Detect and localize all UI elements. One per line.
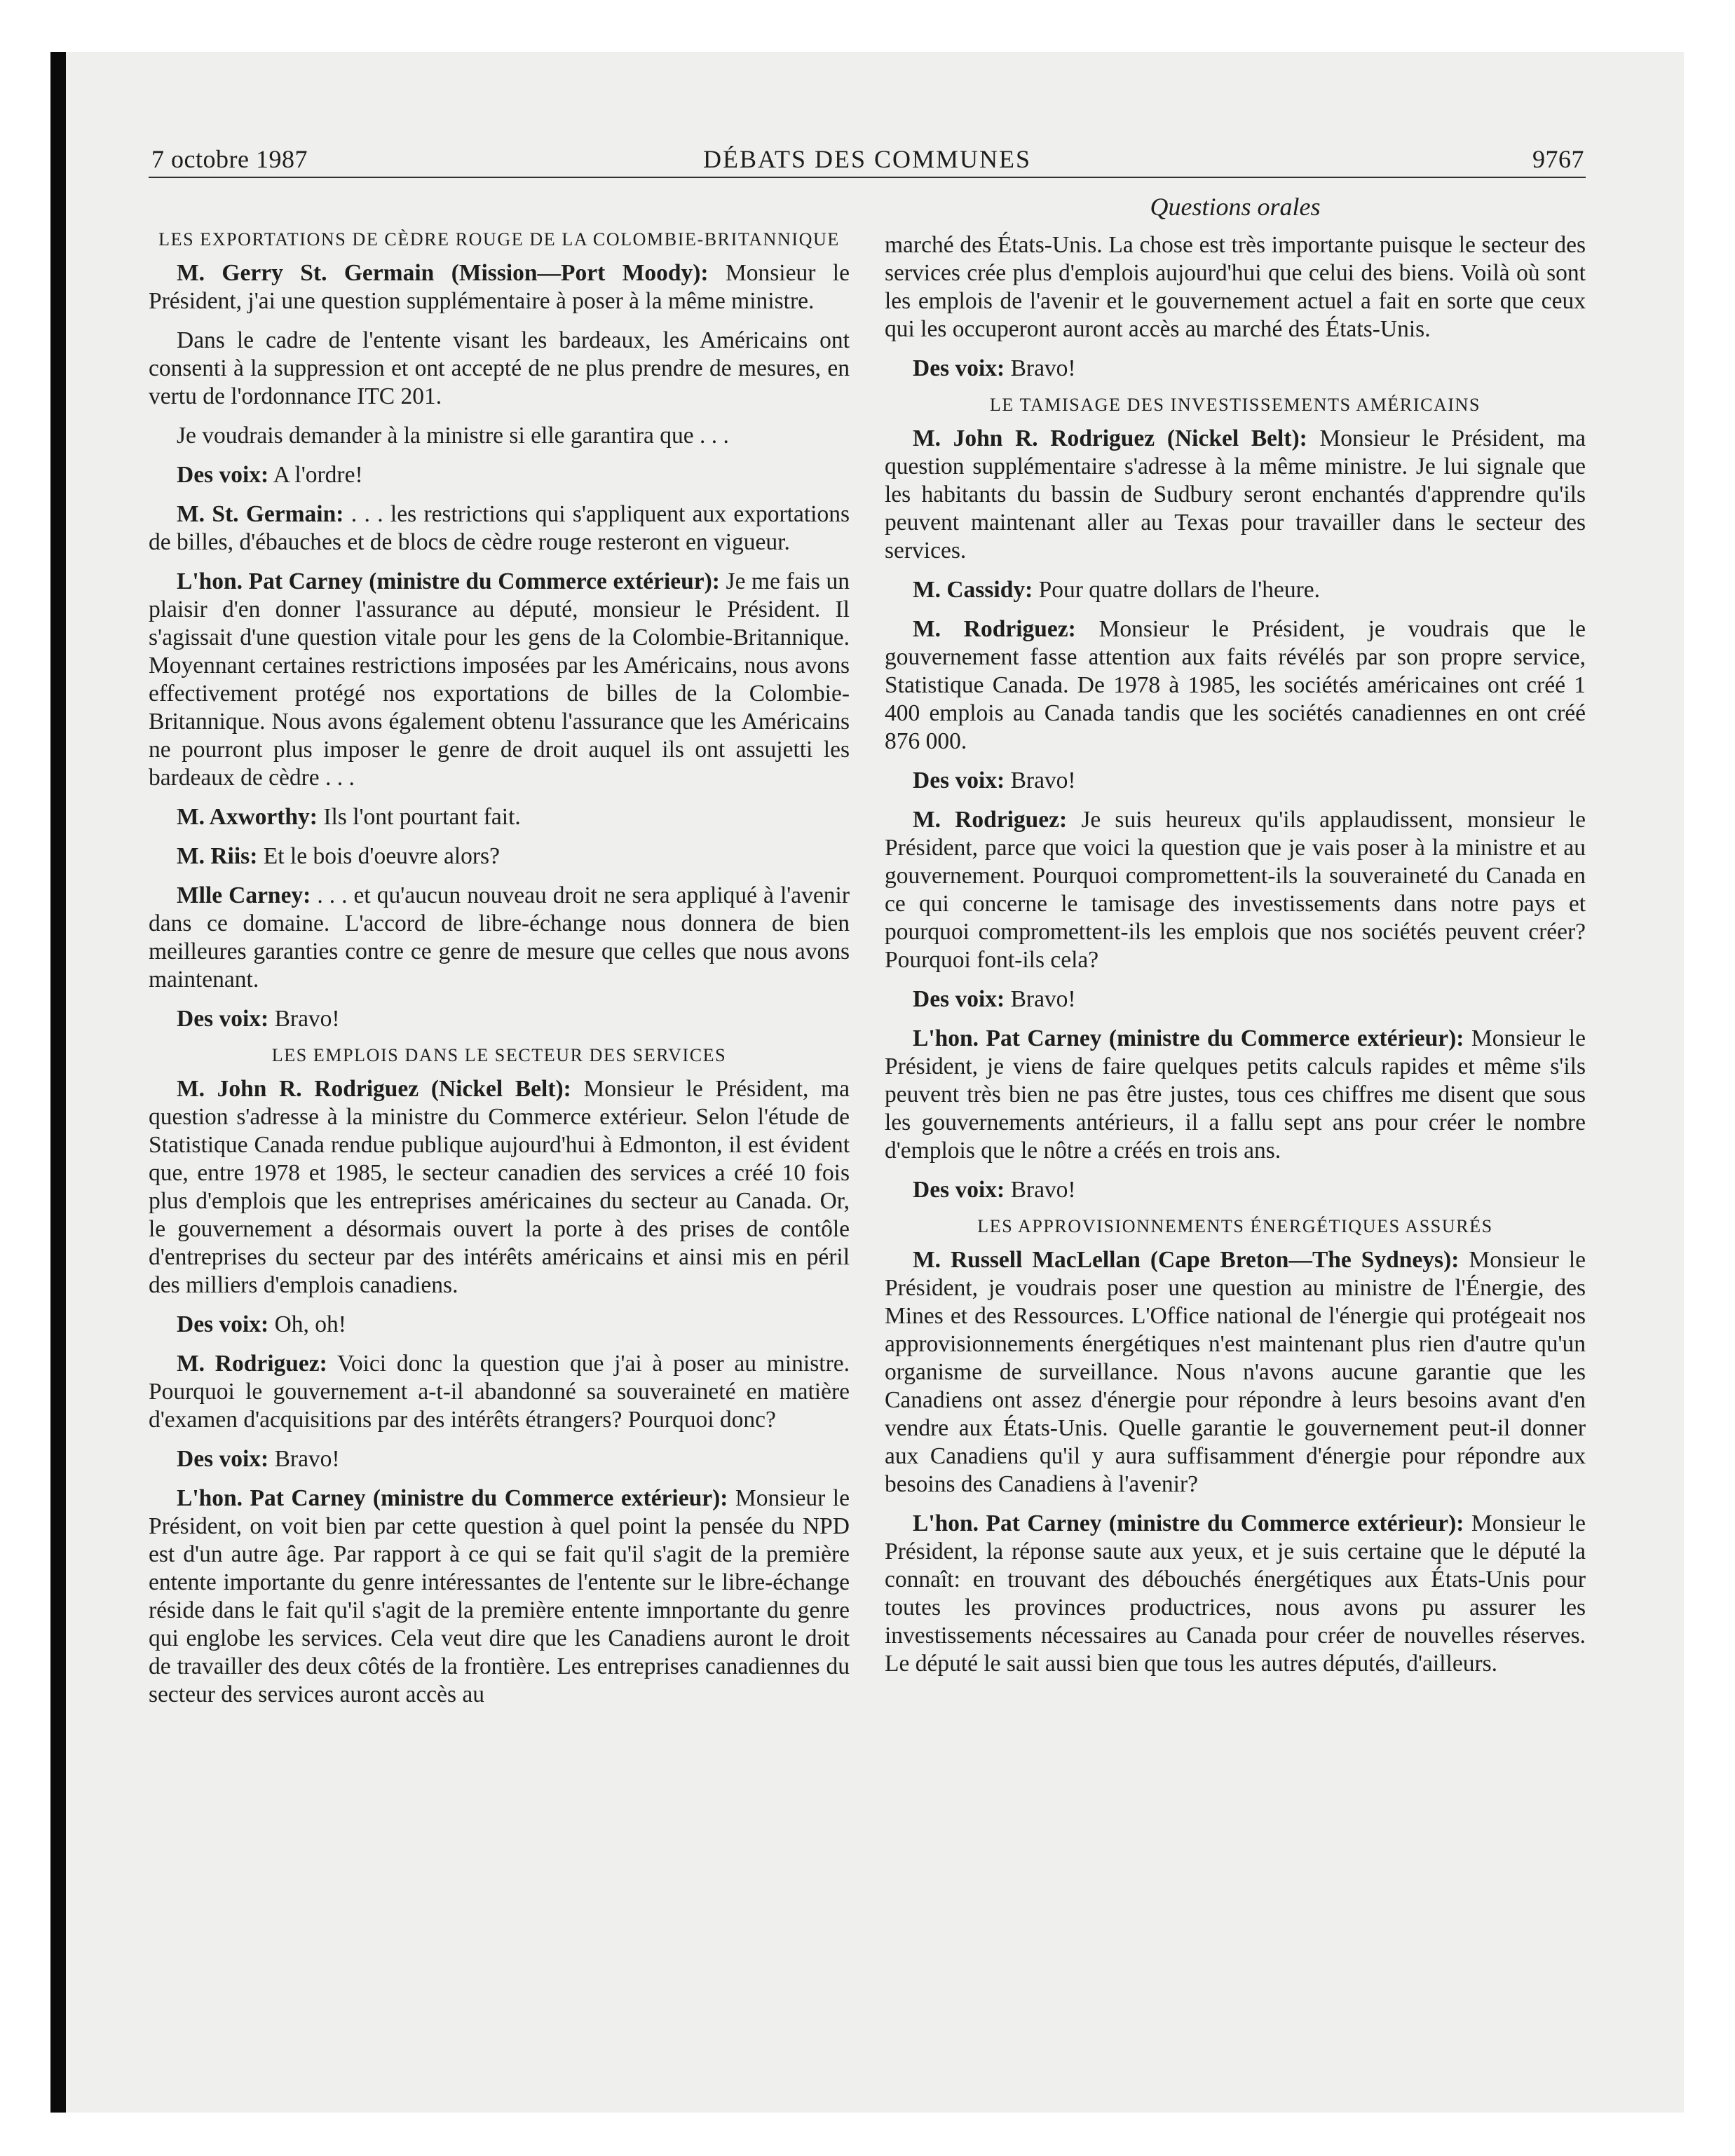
speaker-name: M. Rodriguez: [913, 807, 1068, 833]
speech-paragraph [149, 1445, 850, 1473]
scan-edge-shadow [50, 52, 66, 2113]
speech-paragraph [149, 500, 850, 557]
speech-text: Je voudrais demander à la ministre si elle garantira que . . . [177, 423, 729, 449]
speaker-name: L'hon. Pat Carney (ministre du Commerce extérieur): [177, 1485, 728, 1511]
section-heading: LES EXPORTATIONS DE CÈDRE ROUGE DE LA COLOMBIE-BRITANNIQUE [158, 229, 840, 250]
section-kicker: Questions orales [1150, 193, 1321, 221]
speech-paragraph [885, 1025, 1586, 1165]
header-rule [149, 177, 1586, 178]
speech-paragraph [885, 1510, 1586, 1678]
speech-text: Monsieur le Président, on voit bien par cette question à quel point la pensée du NPD est d'un autre âge. Par rapport à ce qui se fait qu'il s'agit de la première entente importante du genre intéressantes de l'entente sur le libre-échange réside dans le fait qu'il s'agit de la première entente imnportante du genre qui englobe les services. Cela veut dire que les Canadiens auront le droit de travailler des deux côtés de la frontière. Les entreprises canadiennes du secteur des services auront accès au [149, 1485, 850, 1707]
speaker-name: Des voix: [177, 1311, 269, 1337]
speaker-name: L'hon. Pat Carney (ministre du Commerce extérieur): [913, 1510, 1464, 1536]
speech-paragraph [149, 568, 850, 792]
speech-paragraph [885, 767, 1586, 795]
speaker-name: Des voix: [913, 1177, 1005, 1203]
speech-text: Bravo! [268, 1446, 340, 1472]
speech-text: Monsieur le Président, la réponse saute aux yeux, et je suis certaine que le député la connaît: en trouvant des débouchés énergétiques aux États-Unis pour toutes les provinces productrices, nous avons pu assurer les investissements nécessaires au Canada pour créer de nouvelles réserves. Le député le sait aussi bien que tous les autres députés, d'ailleurs. [885, 1510, 1586, 1677]
speech-paragraph [149, 842, 850, 871]
section-heading: LE TAMISAGE DES INVESTISSEMENTS AMÉRICAINS [989, 395, 1481, 415]
speech-text: Monsieur le Président, j'ai une question supplémentaire à poser à la même ministre. [149, 260, 850, 314]
speaker-name: L'hon. Pat Carney (ministre du Commerce extérieur): [913, 1025, 1464, 1051]
speaker-name: Des voix: [913, 767, 1005, 793]
speaker-name: Des voix: [177, 1006, 269, 1032]
speech-paragraph [885, 1246, 1586, 1499]
speech-paragraph [149, 1350, 850, 1434]
speech-paragraph [149, 882, 850, 994]
speech-paragraph [149, 259, 850, 315]
speech-paragraph [149, 1485, 850, 1709]
speech-text: Je suis heureux qu'ils applaudissent, monsieur le Président, parce que voici la question que je vais poser à la ministre et au gouvernement. Pourquoi compromettent-ils la souveraineté du Canada en ce qui concerne le tamisage des investissements dans notre pays et pourquoi compromettent-ils les emplois que nos sociétés peuvent créer? Pourquoi font-ils cela? [885, 807, 1586, 973]
speaker-name: M. Rodriguez: [913, 616, 1076, 642]
speech-paragraph [149, 1311, 850, 1339]
two-column-body [149, 185, 1586, 1720]
paragraph [885, 231, 1586, 343]
speech-paragraph [885, 425, 1586, 565]
speech-paragraph [885, 355, 1586, 383]
speech-text: . . . et qu'aucun nouveau droit ne sera appliqué à l'avenir dans ce domaine. L'accord de libre-échange nous donnera de bien meilleures garanties contre ce genre de mesure que celles que nous avons maintenant. [149, 882, 850, 992]
header-page-number: 9767 [1532, 145, 1584, 173]
speaker-name: M. Cassidy: [913, 577, 1033, 603]
speaker-name: Mlle Carney: [177, 882, 311, 908]
speech-text: Monsieur le Président, je viens de faire quelques petits calculs rapides et même s'ils peuvent très bien ne pas être justes, tous ces chiffres me disent que sous les gouvernements antérieurs, il a fallu sept ans pour créer le nombre d'emplois que le nôtre a créés en trois ans. [885, 1025, 1586, 1164]
speaker-name: Des voix: [913, 355, 1005, 381]
speaker-name: Des voix: [177, 1446, 269, 1472]
speaker-name: M. John R. Rodriguez (Nickel Belt): [913, 425, 1307, 451]
speaker-name: M. Gerry St. Germain (Mission—Port Moody): [177, 260, 709, 286]
speech-text: Et le bois d'oeuvre alors? [257, 843, 500, 869]
speaker-name: M. Axworthy: [177, 804, 318, 830]
document-page [149, 140, 1586, 1991]
speech-text: Pour quatre dollars de l'heure. [1033, 577, 1321, 603]
speech-text: Dans le cadre de l'entente visant les bardeaux, les Américains ont consenti à la suppression et ont accepté de ne plus prendre de mesures, en vertu de l'ordonnance ITC 201. [149, 327, 850, 409]
speaker-name: L'hon. Pat Carney (ministre du Commerce extérieur): [177, 568, 720, 594]
right-column [885, 185, 1586, 1720]
speech-text: A l'ordre! [268, 462, 363, 488]
speech-paragraph [885, 985, 1586, 1014]
left-column [149, 185, 850, 1720]
speech-text: Bravo! [1005, 986, 1076, 1012]
paragraph [149, 327, 850, 411]
section-heading: LES EMPLOIS DANS LE SECTEUR DES SERVICES [271, 1045, 727, 1065]
speech-text: Bravo! [268, 1006, 340, 1032]
speech-paragraph [149, 1075, 850, 1299]
speaker-name: M. St. Germain: [177, 501, 344, 527]
speech-text: Oh, oh! [268, 1311, 346, 1337]
speech-text: Bravo! [1005, 355, 1076, 381]
speech-paragraph [149, 1005, 850, 1033]
speech-paragraph [885, 1176, 1586, 1204]
speech-text: Monsieur le Président, je voudrais poser une question au ministre de l'Énergie, des Mines et des Ressources. L'Office national de l'énergie qui protégeait nos approvisionnements énergétiques n'est maintenant plus rien d'autre qu'un organisme de surveillance. Nous n'avons aucune garantie que les Canadiens ont assez d'énergie pour répondre à leurs besoins avant d'en vendre aux États-Unis. Quelle garantie le gouvernement peut-il donner aux Canadiens qu'il y aura suffisamment d'énergie pour répondre aux besoins des Canadiens à l'avenir? [885, 1247, 1586, 1497]
speech-paragraph [149, 803, 850, 831]
speech-text: Bravo! [1005, 767, 1076, 793]
speech-text: Monsieur le Président, ma question supplémentaire s'adresse à la même ministre. Je lui signale que les habitants du bassin de Sudbury seront enchantés d'apprendre qu'ils peuvent maintenant aller au Texas pour travailler dans le secteur des services. [885, 425, 1586, 564]
header-date: 7 octobre 1987 [151, 145, 308, 173]
speaker-name: M. John R. Rodriguez (Nickel Belt): [177, 1076, 571, 1102]
speaker-name: M. Russell MacLellan (Cape Breton—The Sydneys): [913, 1247, 1460, 1273]
speech-paragraph [885, 806, 1586, 974]
speech-paragraph [149, 461, 850, 489]
speaker-name: M. Rodriguez: [177, 1351, 327, 1377]
speech-paragraph [885, 576, 1586, 604]
speech-text: Monsieur le Président, ma question s'adresse à la ministre du Commerce extérieur. Selon l'étude de Statistique Canada rendue publique aujourd'hui à Edmonton, il est évident que, entre 1978 et 1985, le secteur canadien des services a créé 10 fois plus d'emplois que les entreprises américaines du secteur au Canada. Or, le gouvernement a désormais ouvert la porte à des prises de contôle d'entreprises du secteur par des intérêts américains et ainsi mis en péril des milliers d'emplois canadiens. [149, 1076, 850, 1298]
speech-paragraph [885, 615, 1586, 756]
speaker-name: Des voix: [177, 462, 269, 488]
speech-text: Bravo! [1005, 1177, 1076, 1203]
speech-text: marché des États-Unis. La chose est très importante puisque le secteur des services crée plus d'emplois aujourd'hui que celui des biens. Voilà où sont les emplois de l'avenir et le gouvernement actuel a fait en sorte que ceux qui les occuperont auront accès au marché des États-Unis. [885, 232, 1586, 342]
speech-text: Voici donc la question que j'ai à poser au ministre. Pourquoi le gouvernement a-t-il abandonné sa souveraineté en matière d'examen d'acquisitions par des intérêts étrangers? Pourquoi donc? [149, 1351, 850, 1433]
speaker-name: Des voix: [913, 986, 1005, 1012]
header-title: DÉBATS DES COMMUNES [702, 145, 1032, 173]
speech-text: Ils l'ont pourtant fait. [317, 804, 521, 830]
running-head [149, 140, 1586, 177]
speech-text: . . . les restrictions qui s'appliquent aux exportations de billes, d'ébauches et de blocs de cèdre rouge resteront en vigueur. [149, 501, 850, 555]
speech-text: Je me fais un plaisir d'en donner l'assurance au député, monsieur le Président. Il s'agissait d'une question vitale pour les gens de la Colombie-Britannique. Moyennant certaines restrictions imposées par les Américains, nous avons effectivement protégé nos exportations de billes de la Colombie-Britannique. Nous avons également obtenu l'assurance que les Américains ne pourront plus imposer le genre de droit auquel ils ont assujetti les bardeaux de cèdre . . . [149, 568, 850, 791]
paragraph [149, 422, 850, 450]
speech-text: Monsieur le Président, je voudrais que le gouvernement fasse attention aux faits révélés par son propre service, Statistique Canada. De 1978 à 1985, les sociétés américaines ont créé 1 400 emplois au Canada tandis que les sociétés canadiennes en ont créé 876 000. [885, 616, 1586, 754]
section-heading: LES APPROVISIONNEMENTS ÉNERGÉTIQUES ASSURÉS [977, 1216, 1493, 1236]
speaker-name: M. Riis: [177, 843, 258, 869]
